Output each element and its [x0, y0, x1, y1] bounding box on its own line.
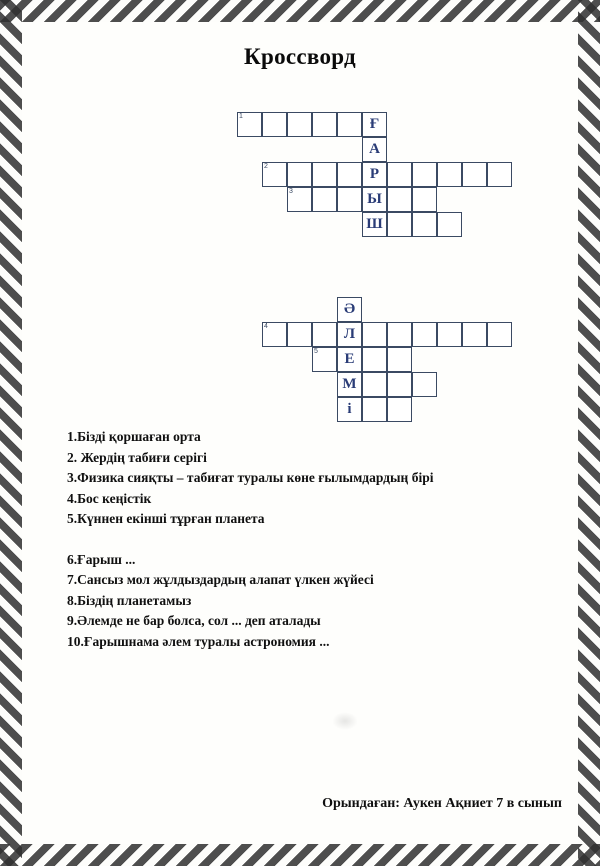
crossword-cell[interactable]	[262, 162, 287, 187]
crossword-cell-letter: М	[342, 376, 357, 392]
decorative-border-bottom	[0, 844, 600, 866]
crossword-cell[interactable]	[337, 162, 362, 187]
clue-item: 1.Бізді қоршаған орта	[67, 429, 201, 444]
clue-item: 5.Күннен екінші тұрған планета	[67, 511, 265, 526]
crossword-cell-letter: Л	[343, 326, 356, 342]
crossword-cell[interactable]	[387, 372, 412, 397]
crossword-cell[interactable]	[387, 322, 412, 347]
crossword-cell[interactable]	[387, 347, 412, 372]
crossword-cell[interactable]	[362, 347, 387, 372]
clue-item: 4.Бос кеңістік	[67, 490, 152, 506]
crossword-cell-number: 3	[289, 188, 293, 195]
crossword-cell[interactable]	[362, 372, 387, 397]
clue-list	[67, 427, 567, 652]
crossword-cell[interactable]	[337, 372, 362, 397]
crossword-cell[interactable]	[287, 162, 312, 187]
clue-item: 3.Физика сияқты – табиғат туралы көне ғылымдардың бірі	[67, 470, 434, 485]
clue-item: 6.Ғарыш ...	[67, 551, 136, 567]
crossword-cell[interactable]	[362, 162, 387, 187]
clue-item: 8.Біздің планетамыз	[67, 592, 192, 608]
crossword-cell-letter: А	[369, 141, 380, 157]
crossword-cell-number: 1	[239, 113, 243, 120]
crossword-cell[interactable]	[237, 112, 262, 137]
crossword-cell[interactable]	[412, 322, 437, 347]
crossword-cell-number: 2	[264, 163, 268, 170]
crossword-cell[interactable]	[487, 322, 512, 347]
crossword-cell[interactable]	[387, 397, 412, 422]
crossword-cell[interactable]	[362, 212, 387, 237]
crossword-cell-letter: Р	[369, 166, 380, 182]
clue-spacer	[67, 530, 567, 550]
crossword-cell-letter: Ш	[366, 216, 383, 232]
scan-smudge	[332, 712, 358, 730]
crossword-cell[interactable]	[287, 322, 312, 347]
crossword-cell[interactable]	[337, 297, 362, 322]
crossword-cell[interactable]	[412, 212, 437, 237]
clue-item: 10.Ғарышнама әлем туралы астрономия ...	[67, 633, 330, 649]
crossword-cell[interactable]	[337, 347, 362, 372]
crossword-cell[interactable]	[412, 372, 437, 397]
crossword-cell[interactable]	[262, 112, 287, 137]
clue-item: 2. Жердің табиғи серігі	[67, 449, 207, 465]
crossword-cell-number: 4	[264, 323, 268, 330]
crossword-cell-letter: Ы	[367, 191, 382, 207]
crossword-cell[interactable]	[387, 212, 412, 237]
crossword-cell[interactable]	[362, 187, 387, 212]
crossword-cell[interactable]	[312, 347, 337, 372]
crossword-cell[interactable]	[362, 397, 387, 422]
crossword-cell[interactable]	[337, 322, 362, 347]
clue-item: 9.Әлемде не бар болса, сол ... деп аталады	[67, 613, 321, 628]
crossword-grids	[22, 22, 578, 442]
crossword-cell[interactable]	[312, 162, 337, 187]
clue-item: 7.Сансыз мол жұлдыздардың алапат үлкен жүйесі	[67, 572, 374, 587]
decorative-border-top	[0, 0, 600, 22]
crossword-cell[interactable]	[387, 162, 412, 187]
crossword-cell[interactable]	[462, 322, 487, 347]
crossword-cell[interactable]	[312, 112, 337, 137]
crossword-cell[interactable]	[287, 112, 312, 137]
decorative-border-left	[0, 0, 22, 866]
page-title: Кроссворд	[244, 44, 356, 69]
crossword-cell[interactable]	[462, 162, 487, 187]
crossword-cell-letter: Ғ	[369, 116, 380, 132]
crossword-cell[interactable]	[337, 187, 362, 212]
crossword-cell[interactable]	[312, 322, 337, 347]
crossword-cell[interactable]	[262, 322, 287, 347]
crossword-cell[interactable]	[412, 162, 437, 187]
crossword-cell[interactable]	[362, 322, 387, 347]
paper-sheet	[22, 22, 578, 844]
crossword-cell[interactable]	[387, 187, 412, 212]
crossword-cell[interactable]	[437, 162, 462, 187]
author-signature: Орындаған: Аукен Ақниет 7 в сынып	[322, 796, 562, 811]
crossword-cell-letter: і	[347, 401, 352, 417]
crossword-cell[interactable]	[362, 137, 387, 162]
crossword-cell[interactable]	[437, 212, 462, 237]
decorative-border-right	[578, 0, 600, 866]
crossword-cell[interactable]	[287, 187, 312, 212]
crossword-cell[interactable]	[412, 187, 437, 212]
crossword-cell[interactable]	[362, 112, 387, 137]
crossword-cell[interactable]	[312, 187, 337, 212]
crossword-cell-letter: Е	[344, 351, 355, 367]
crossword-cell-number: 5	[314, 348, 318, 355]
crossword-cell-letter: Ә	[343, 301, 356, 317]
crossword-cell[interactable]	[337, 112, 362, 137]
crossword-cell[interactable]	[337, 397, 362, 422]
crossword-cell[interactable]	[437, 322, 462, 347]
crossword-cell[interactable]	[487, 162, 512, 187]
